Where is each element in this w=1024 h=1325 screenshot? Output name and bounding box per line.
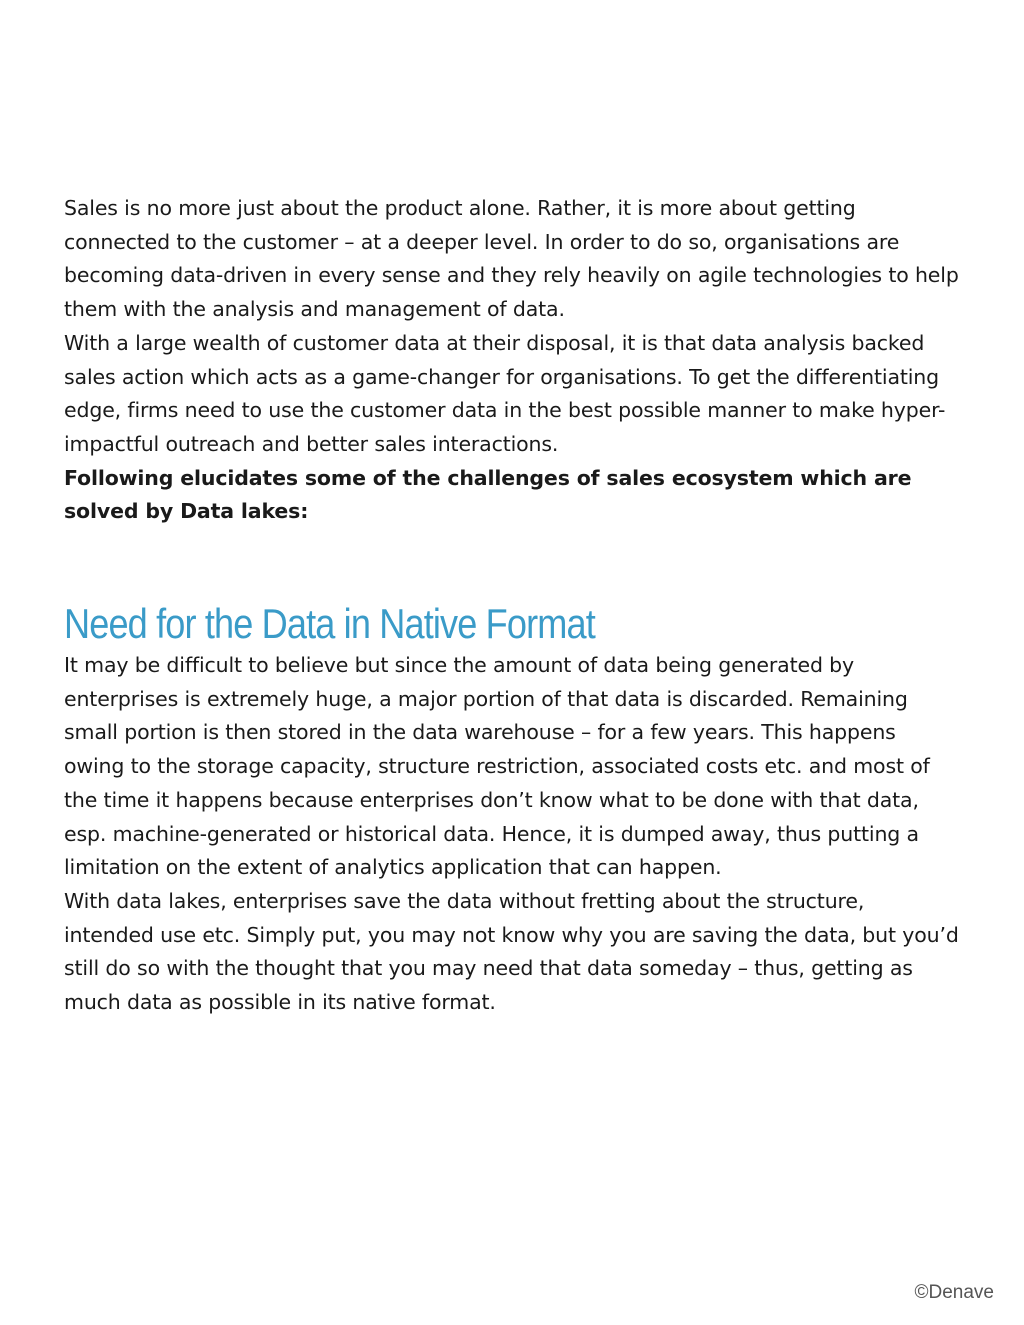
section-heading: Need for the Data in Native Format bbox=[64, 600, 595, 648]
intro-paragraph-2: With a large wealth of customer data at their disposal, it is that data analysis backed sales action which acts as a game-changer for organisations. To get the differentiating edge, firms need to use the customer data in the best possible manner to make hyper-impactful outreach and better sales interactions. bbox=[64, 330, 946, 456]
bold-lead-paragraph: Following elucidates some of the challenges of sales ecosystem which are solved by Data lakes: bbox=[64, 465, 912, 524]
intro-paragraph-1: Sales is no more just about the product alone. Rather, it is more about getting connected to the customer – at a deeper level. In order to do so, organisations are becoming data-driven in every sense and they rely heavily on agile technologies to help them with the analysis and management of data. bbox=[64, 196, 959, 322]
document-page bbox=[64, 192, 960, 1020]
section-paragraph-1: It may be difficult to believe but since the amount of data being generated by enterprises is extremely huge, a major portion of that data is discarded. Remaining small portion is then stored in the data warehouse – for a few years. This happens owing to the storage capacity, structure restriction, associated costs etc. and most of the time it happens because enterprises don’t know what to be done with that data, esp. machine-generated or historical data. Hence, it is dumped away, thus putting a limitation on the extent of analytics application that can happen. bbox=[64, 653, 930, 880]
section-paragraph-2: With data lakes, enterprises save the data without fretting about the structure, intended use etc. Simply put, you may not know why you are saving the data, but you’d still do so with the thought that you may need that data someday – thus, getting as much data as possible in its native format. bbox=[64, 888, 959, 1015]
footer-copyright: ©Denave bbox=[914, 1282, 994, 1303]
